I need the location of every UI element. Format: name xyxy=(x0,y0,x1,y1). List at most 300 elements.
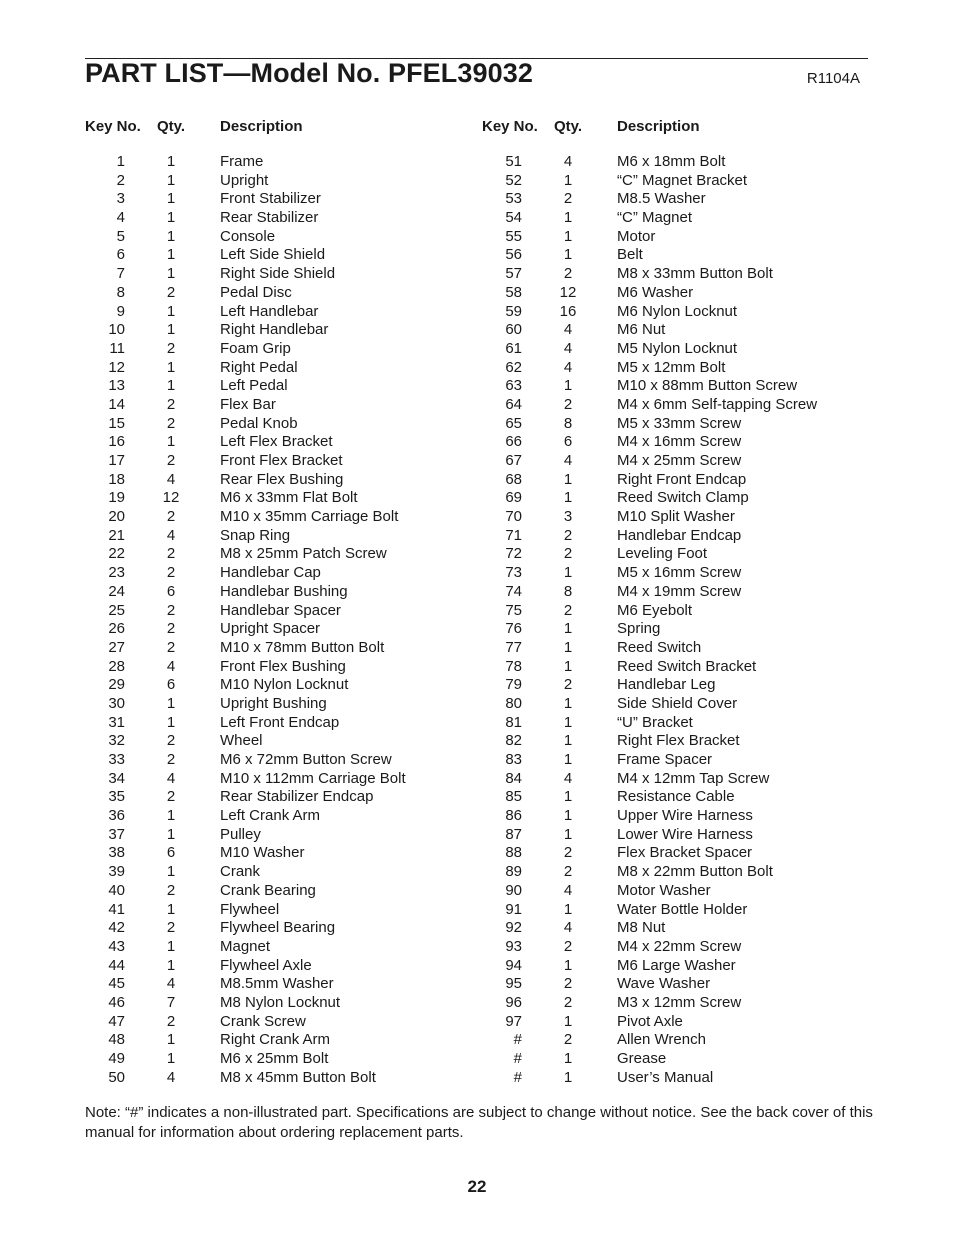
qty-cell: 1 xyxy=(563,713,573,731)
description-cell: Left Side Shield xyxy=(220,246,326,264)
qty-cell: 2 xyxy=(166,788,176,806)
description-cell: Crank Bearing xyxy=(220,881,316,899)
key-no-cell: 14 xyxy=(108,395,125,413)
qty-cell: 1 xyxy=(563,657,573,675)
description-cell: Rear Flex Bushing xyxy=(220,470,344,488)
part-row xyxy=(85,844,485,863)
qty-cell: 1 xyxy=(563,900,573,918)
part-row xyxy=(482,957,882,976)
qty-cell: 1 xyxy=(166,153,176,170)
description-cell: Magnet xyxy=(220,937,271,955)
key-no-cell: 18 xyxy=(108,470,125,488)
part-row xyxy=(85,1013,485,1032)
description-cell: M10 x 35mm Carriage Bolt xyxy=(220,508,399,526)
qty-cell: 1 xyxy=(166,321,176,339)
part-row xyxy=(85,471,485,490)
qty-cell: 1 xyxy=(166,302,176,320)
part-row xyxy=(482,620,882,639)
key-no-cell: 84 xyxy=(505,769,522,787)
part-row xyxy=(482,658,882,677)
part-row xyxy=(85,340,485,359)
description-cell: Lower Wire Harness xyxy=(617,825,753,843)
key-no-cell: 42 xyxy=(108,919,125,937)
key-no-cell: 15 xyxy=(108,414,125,432)
description-cell: Left Crank Arm xyxy=(220,807,321,825)
key-no-cell: 36 xyxy=(108,807,125,825)
part-row xyxy=(85,714,485,733)
description-cell: M10 x 112mm Carriage Bolt xyxy=(220,769,406,787)
description-cell: Left Flex Bracket xyxy=(220,433,333,451)
key-no-cell: 55 xyxy=(505,227,522,245)
key-no-cell: 39 xyxy=(108,863,125,881)
part-row xyxy=(85,919,485,938)
description-cell: Rear Stabilizer Endcap xyxy=(220,788,374,806)
description-cell: Handlebar Bushing xyxy=(220,582,348,600)
description-cell: Front Flex Bushing xyxy=(220,657,346,675)
part-row xyxy=(482,527,882,546)
key-no-cell: 88 xyxy=(505,844,522,862)
key-no-cell: 63 xyxy=(505,377,522,395)
key-no-cell: 26 xyxy=(108,620,125,638)
part-row xyxy=(85,209,485,228)
qty-cell: 2 xyxy=(563,1031,573,1049)
key-no-cell: 72 xyxy=(505,545,522,563)
key-no-cell: 3 xyxy=(116,190,125,208)
description-cell: Handlebar Leg xyxy=(617,676,716,694)
description-cell: Right Crank Arm xyxy=(220,1031,331,1049)
part-row xyxy=(482,807,882,826)
part-row xyxy=(482,602,882,621)
part-row xyxy=(85,508,485,527)
key-no-cell: 86 xyxy=(505,807,522,825)
description-cell: Belt xyxy=(617,246,643,264)
qty-cell: 1 xyxy=(166,171,176,189)
part-row xyxy=(85,190,485,209)
key-no-cell: 46 xyxy=(108,993,125,1011)
page-number: 22 xyxy=(467,1177,487,1196)
key-no-cell: 66 xyxy=(505,433,522,451)
part-row xyxy=(85,658,485,677)
description-cell: M5 x 33mm Screw xyxy=(617,414,742,432)
qty-cell: 2 xyxy=(563,545,573,563)
key-no-cell: 80 xyxy=(505,694,522,712)
qty-cell: 1 xyxy=(166,937,176,955)
description-cell: Leveling Foot xyxy=(617,545,708,563)
qty-cell: 6 xyxy=(166,844,176,862)
description-cell: Flywheel Axle xyxy=(220,956,312,974)
description-cell: Handlebar Spacer xyxy=(220,601,341,619)
description-cell: “C” Magnet Bracket xyxy=(617,171,748,189)
key-no-cell: 59 xyxy=(505,302,522,320)
key-no-cell: 76 xyxy=(505,620,522,638)
description-cell: M4 x 19mm Screw xyxy=(617,582,742,600)
part-row xyxy=(482,639,882,658)
part-row xyxy=(85,826,485,845)
qty-cell: 4 xyxy=(563,452,573,469)
key-no-cell: 60 xyxy=(505,321,522,339)
key-no-cell: 43 xyxy=(108,937,125,955)
key-no-cell: 2 xyxy=(116,171,125,189)
part-row xyxy=(482,545,882,564)
key-no-cell: 58 xyxy=(505,283,522,301)
description-cell: Handlebar Cap xyxy=(220,564,321,582)
key-no-cell: 48 xyxy=(108,1031,125,1049)
part-row xyxy=(85,433,485,452)
key-no-cell: 29 xyxy=(108,676,125,694)
qty-cell: 4 xyxy=(166,1068,176,1086)
qty-cell: 2 xyxy=(166,881,176,899)
part-row xyxy=(85,564,485,583)
part-row xyxy=(482,489,882,508)
part-row xyxy=(482,863,882,882)
description-cell: Upright Spacer xyxy=(220,620,321,638)
key-no-cell: 79 xyxy=(505,676,522,694)
part-row xyxy=(482,1013,882,1032)
part-row xyxy=(85,751,485,770)
parts-list-left xyxy=(85,153,485,1087)
description-cell: M6 x 25mm Bolt xyxy=(220,1050,329,1067)
key-no-cell: 54 xyxy=(505,209,522,227)
description-cell: Flywheel xyxy=(220,900,280,918)
key-no-cell: 64 xyxy=(505,395,522,413)
description-cell: Motor Washer xyxy=(617,881,711,899)
qty-cell: 12 xyxy=(559,283,577,301)
part-row xyxy=(482,415,882,434)
key-no-cell: 30 xyxy=(108,694,125,712)
qty-cell: 1 xyxy=(166,246,176,264)
qty-cell: 1 xyxy=(166,265,176,283)
description-cell: M5 Nylon Locknut xyxy=(617,339,738,357)
key-no-cell: 56 xyxy=(505,246,522,264)
part-row xyxy=(85,583,485,602)
part-row xyxy=(85,994,485,1013)
qty-cell: 1 xyxy=(166,807,176,825)
part-row xyxy=(85,602,485,621)
key-no-cell: 61 xyxy=(505,339,522,357)
key-no-cell: 6 xyxy=(116,246,125,264)
qty-cell: 2 xyxy=(563,975,573,993)
part-row xyxy=(482,882,882,901)
description-cell: Right Front Endcap xyxy=(617,470,747,488)
part-row xyxy=(85,172,485,191)
description-cell: Pivot Axle xyxy=(617,1012,683,1030)
part-row xyxy=(482,228,882,247)
part-row xyxy=(85,1050,485,1069)
qty-cell: 1 xyxy=(563,694,573,712)
description-cell: Foam Grip xyxy=(220,339,291,357)
description-cell: Pulley xyxy=(220,825,261,843)
description-cell: Frame xyxy=(220,153,264,170)
description-cell: M6 Washer xyxy=(617,283,694,301)
description-cell: “U” Bracket xyxy=(617,713,693,731)
key-no-cell: 40 xyxy=(108,881,125,899)
key-no-cell: 16 xyxy=(108,433,125,451)
qty-cell: 1 xyxy=(166,1050,176,1067)
key-no-cell: 74 xyxy=(505,582,522,600)
key-no-cell: 94 xyxy=(505,956,522,974)
part-row xyxy=(482,303,882,322)
qty-cell: 2 xyxy=(563,190,573,208)
qty-cell: 1 xyxy=(563,732,573,750)
key-no-cell: 75 xyxy=(505,601,522,619)
qty-cell: 8 xyxy=(563,414,573,432)
description-cell: Reed Switch Bracket xyxy=(617,657,757,675)
description-cell: Allen Wrench xyxy=(617,1031,706,1049)
key-no-cell: 5 xyxy=(116,227,125,245)
key-no-cell: 50 xyxy=(108,1068,125,1086)
part-row xyxy=(85,975,485,994)
key-no-cell: 27 xyxy=(108,638,125,656)
key-no-cell: 91 xyxy=(505,900,522,918)
description-cell: M3 x 12mm Screw xyxy=(617,993,742,1011)
qty-cell: 8 xyxy=(563,582,573,600)
key-no-cell: 37 xyxy=(108,825,125,843)
part-row xyxy=(85,770,485,789)
description-header: Description xyxy=(617,118,700,135)
key-no-cell: # xyxy=(513,1068,522,1086)
description-cell: Pedal Disc xyxy=(220,283,292,301)
qty-cell: 2 xyxy=(563,601,573,619)
key-no-cell: 57 xyxy=(505,265,522,283)
part-row xyxy=(85,1069,485,1088)
description-cell: Right Flex Bracket xyxy=(617,732,740,750)
qty-cell: 1 xyxy=(166,227,176,245)
part-row xyxy=(85,489,485,508)
key-no-cell: 70 xyxy=(505,508,522,526)
part-row xyxy=(85,228,485,247)
key-no-cell: # xyxy=(513,1031,522,1049)
key-no-cell: 41 xyxy=(108,900,125,918)
qty-cell: 2 xyxy=(166,508,176,526)
description-cell: Right Side Shield xyxy=(220,265,336,283)
description-cell: M6 x 72mm Button Screw xyxy=(220,751,392,768)
description-cell: M8 x 25mm Patch Screw xyxy=(220,545,387,563)
key-no-cell: 65 xyxy=(505,414,522,432)
qty-cell: 4 xyxy=(166,470,176,488)
description-cell: Reed Switch Clamp xyxy=(617,489,749,507)
part-row xyxy=(482,452,882,471)
key-no-cell: 13 xyxy=(108,377,125,395)
description-cell: Right Handlebar xyxy=(220,321,329,339)
description-cell: M10 Washer xyxy=(220,844,305,862)
part-row xyxy=(85,321,485,340)
part-row xyxy=(85,396,485,415)
qty-cell: 2 xyxy=(563,265,573,283)
qty-cell: 1 xyxy=(563,564,573,582)
key-no-cell: 82 xyxy=(505,732,522,750)
key-no-cell: 33 xyxy=(108,751,125,768)
qty-cell: 4 xyxy=(563,339,573,357)
qty-cell: 4 xyxy=(563,321,573,339)
key-no-cell: 53 xyxy=(505,190,522,208)
key-no-cell: # xyxy=(513,1050,522,1067)
key-no-cell: 62 xyxy=(505,358,522,376)
description-cell: Crank xyxy=(220,863,261,881)
description-cell: Motor xyxy=(617,227,656,245)
qty-cell: 1 xyxy=(166,900,176,918)
qty-cell: 2 xyxy=(166,751,176,768)
description-cell: Grease xyxy=(617,1050,667,1067)
qty-cell: 1 xyxy=(563,788,573,806)
qty-cell: 1 xyxy=(166,825,176,843)
qty-cell: 2 xyxy=(563,526,573,544)
part-row xyxy=(482,901,882,920)
key-no-cell: 47 xyxy=(108,1012,125,1030)
qty-cell: 7 xyxy=(166,993,176,1011)
description-cell: Frame Spacer xyxy=(617,751,713,768)
part-row xyxy=(85,639,485,658)
description-cell: M6 x 18mm Bolt xyxy=(617,153,726,170)
qty-cell: 1 xyxy=(166,433,176,451)
part-row xyxy=(482,751,882,770)
part-row xyxy=(482,433,882,452)
key-no-cell: 34 xyxy=(108,769,125,787)
key-no-cell: 8 xyxy=(116,283,125,301)
key-no-cell: 28 xyxy=(108,657,125,675)
part-row xyxy=(85,676,485,695)
key-no-cell: 68 xyxy=(505,470,522,488)
part-row xyxy=(482,246,882,265)
description-cell: Upright xyxy=(220,171,269,189)
part-row xyxy=(85,1031,485,1050)
qty-cell: 2 xyxy=(166,620,176,638)
description-cell: Side Shield Cover xyxy=(617,694,738,712)
key-no-header: Key No. xyxy=(85,118,141,135)
description-cell: Front Stabilizer xyxy=(220,190,321,208)
description-cell: M8.5mm Washer xyxy=(220,975,334,993)
key-no-cell: 20 xyxy=(108,508,125,526)
description-cell: Upright Bushing xyxy=(220,694,327,712)
qty-cell: 1 xyxy=(166,209,176,227)
qty-cell: 1 xyxy=(166,863,176,881)
description-cell: M4 x 22mm Screw xyxy=(617,937,742,955)
qty-cell: 4 xyxy=(166,657,176,675)
qty-cell: 1 xyxy=(563,825,573,843)
qty-cell: 6 xyxy=(563,433,573,451)
qty-cell: 2 xyxy=(166,452,176,469)
footnote: Note: “#” indicates a non-illustrated part. Specifications are subject to change without notice. See the back cover of this manual for information about ordering replacement parts. xyxy=(85,1104,873,1141)
key-no-cell: 95 xyxy=(505,975,522,993)
part-row xyxy=(482,359,882,378)
description-cell: M6 Nut xyxy=(617,321,666,339)
qty-cell: 2 xyxy=(166,564,176,582)
qty-cell: 1 xyxy=(563,638,573,656)
qty-cell: 2 xyxy=(563,844,573,862)
key-no-cell: 85 xyxy=(505,788,522,806)
document-code: R1104A xyxy=(806,70,860,87)
qty-cell: 1 xyxy=(563,171,573,189)
qty-cell: 1 xyxy=(563,470,573,488)
part-row xyxy=(482,190,882,209)
qty-cell: 2 xyxy=(563,863,573,881)
part-row xyxy=(85,863,485,882)
description-cell: M4 x 6mm Self-tapping Screw xyxy=(617,395,818,413)
qty-cell: 1 xyxy=(563,227,573,245)
key-no-cell: 78 xyxy=(505,657,522,675)
key-no-cell: 71 xyxy=(505,526,522,544)
part-row xyxy=(482,340,882,359)
key-no-cell: 11 xyxy=(109,339,125,357)
key-no-cell: 22 xyxy=(108,545,125,563)
description-cell: Front Flex Bracket xyxy=(220,452,343,469)
description-cell: Wheel xyxy=(220,732,263,750)
part-row xyxy=(85,153,485,172)
qty-cell: 4 xyxy=(563,919,573,937)
key-no-cell: 38 xyxy=(108,844,125,862)
part-row xyxy=(482,1069,882,1088)
parts-list-right xyxy=(482,153,882,1087)
description-cell: M4 x 25mm Screw xyxy=(617,452,742,469)
column-header xyxy=(85,118,485,138)
part-row xyxy=(482,938,882,957)
part-row xyxy=(85,359,485,378)
description-cell: Left Pedal xyxy=(220,377,288,395)
part-row xyxy=(85,695,485,714)
description-cell: Rear Stabilizer xyxy=(220,209,319,227)
part-row xyxy=(85,957,485,976)
qty-cell: 4 xyxy=(563,881,573,899)
key-no-cell: 73 xyxy=(505,564,522,582)
key-no-cell: 31 xyxy=(108,713,125,731)
description-cell: “C” Magnet xyxy=(617,209,693,227)
key-no-cell: 24 xyxy=(108,582,125,600)
qty-cell: 2 xyxy=(166,601,176,619)
key-no-cell: 83 xyxy=(505,751,522,768)
qty-cell: 1 xyxy=(563,751,573,768)
qty-cell: 4 xyxy=(166,975,176,993)
description-cell: User’s Manual xyxy=(617,1068,714,1086)
part-row xyxy=(85,377,485,396)
description-cell: Wave Washer xyxy=(617,975,711,993)
qty-cell: 2 xyxy=(166,339,176,357)
key-no-cell: 7 xyxy=(116,265,125,283)
parts-column-left xyxy=(85,118,485,1087)
part-row xyxy=(482,732,882,751)
qty-cell: 4 xyxy=(166,526,176,544)
part-row xyxy=(482,994,882,1013)
key-no-cell: 19 xyxy=(108,489,125,507)
description-cell: Flex Bracket Spacer xyxy=(617,844,753,862)
description-cell: Water Bottle Holder xyxy=(617,900,748,918)
part-row xyxy=(85,452,485,471)
key-no-cell: 69 xyxy=(505,489,522,507)
qty-header: Qty. xyxy=(554,118,583,135)
qty-cell: 16 xyxy=(559,302,577,320)
key-no-cell: 67 xyxy=(505,452,522,469)
key-no-cell: 92 xyxy=(505,919,522,937)
part-row xyxy=(85,938,485,957)
qty-cell: 4 xyxy=(166,769,176,787)
description-cell: M8 Nylon Locknut xyxy=(220,993,341,1011)
qty-cell: 1 xyxy=(563,1068,573,1086)
description-cell: M6 x 33mm Flat Bolt xyxy=(220,489,358,507)
part-row xyxy=(482,471,882,490)
qty-cell: 1 xyxy=(563,1012,573,1030)
description-cell: M8 x 22mm Button Bolt xyxy=(617,863,773,881)
key-no-cell: 87 xyxy=(505,825,522,843)
part-row xyxy=(85,732,485,751)
description-cell: Handlebar Endcap xyxy=(617,526,742,544)
key-no-cell: 90 xyxy=(505,881,522,899)
qty-cell: 1 xyxy=(166,713,176,731)
description-cell: Left Front Endcap xyxy=(220,713,340,731)
part-row xyxy=(85,265,485,284)
part-row xyxy=(85,303,485,322)
key-no-cell: 49 xyxy=(108,1050,125,1067)
qty-cell: 1 xyxy=(166,1031,176,1049)
part-row xyxy=(482,919,882,938)
part-row xyxy=(482,770,882,789)
